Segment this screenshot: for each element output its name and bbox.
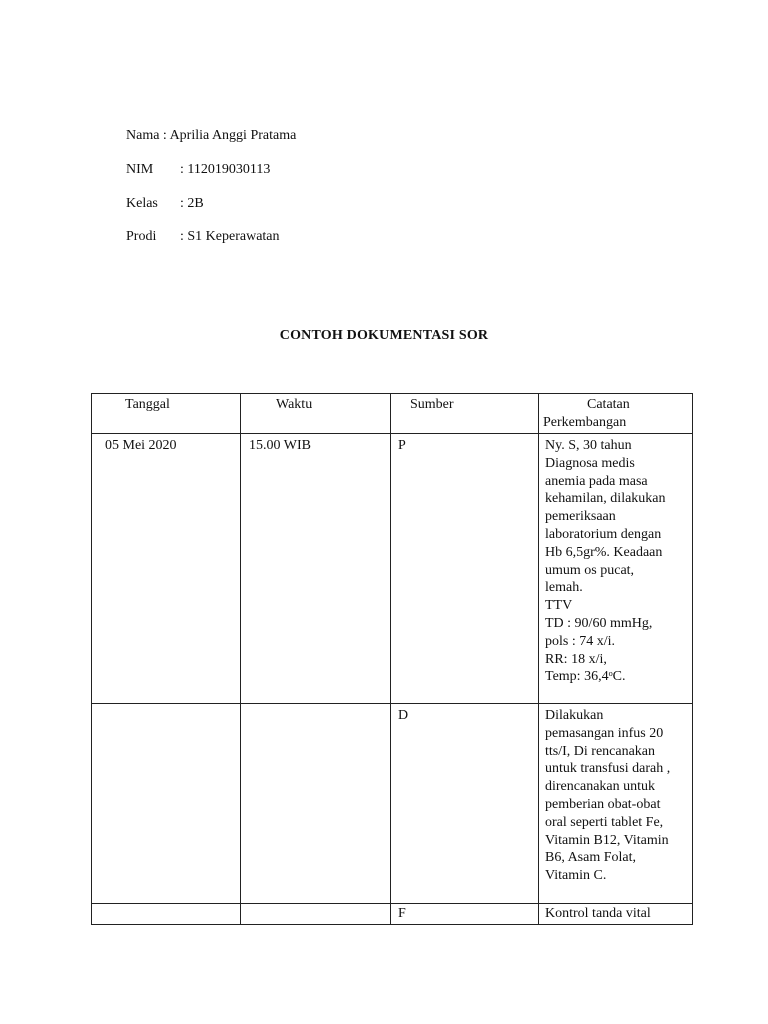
note-line: Hb 6,5gr%. Keadaan bbox=[545, 544, 663, 560]
nim-label: NIM bbox=[126, 162, 154, 177]
note-line: Dilakukan bbox=[545, 708, 604, 723]
note-line: pemasangan infus 20 bbox=[545, 725, 664, 741]
prodi-value: : S1 Keperawatan bbox=[180, 229, 280, 244]
header-catatan bbox=[539, 394, 693, 434]
note-line: kehamilan, dilakukan bbox=[545, 491, 666, 507]
note-line: Diagnosa medis bbox=[545, 455, 635, 471]
cell-catatan bbox=[539, 704, 693, 904]
cell-catatan bbox=[539, 434, 693, 704]
note-line: laboratorium dengan bbox=[545, 526, 662, 542]
sor-table bbox=[91, 393, 693, 925]
note-line: Ny. S, 30 tahun bbox=[545, 438, 632, 453]
nama-line bbox=[126, 127, 296, 145]
nama-value: Aprilia Anggi Pratama bbox=[169, 128, 297, 143]
note-line: tts/I, Di rencanakan bbox=[545, 743, 656, 759]
kelas-value: : 2B bbox=[180, 196, 204, 211]
cell-tanggal bbox=[92, 904, 241, 925]
note-line: anemia pada masa bbox=[545, 473, 648, 489]
note-line: pemberian obat-obat bbox=[545, 796, 661, 812]
note-line: pols : 74 x/i. bbox=[545, 633, 616, 649]
kelas-label: Kelas bbox=[126, 196, 158, 211]
table-row bbox=[92, 904, 693, 925]
table-header-row bbox=[92, 394, 693, 434]
prodi-label: Prodi bbox=[126, 229, 157, 244]
note-line: Vitamin C. bbox=[545, 868, 607, 884]
note-line: TTV bbox=[545, 598, 573, 614]
header-tanggal: Tanggal bbox=[92, 394, 241, 434]
cell-tanggal: 05 Mei 2020 bbox=[92, 434, 241, 704]
header-catatan-line1: Catatan bbox=[587, 397, 630, 412]
cell-sumber: D bbox=[391, 704, 539, 904]
note-line: RR: 18 x/i, bbox=[545, 651, 607, 667]
nim-value: : 112019030113 bbox=[180, 162, 271, 177]
table-row bbox=[92, 704, 693, 904]
nim-line bbox=[126, 161, 271, 179]
note-line: Vitamin B12, Vitamin bbox=[545, 832, 669, 848]
note-line: Kontrol tanda vital bbox=[545, 906, 651, 921]
note-line: oral seperti tablet Fe, bbox=[545, 814, 664, 830]
kelas-line bbox=[126, 195, 204, 213]
note-line: direncanakan untuk bbox=[545, 779, 656, 795]
cell-waktu bbox=[241, 704, 391, 904]
nama-label: Nama : bbox=[126, 128, 167, 143]
cell-waktu bbox=[241, 904, 391, 925]
note-line: Temp: 36,4ᵒC. bbox=[545, 669, 626, 685]
note-line: pemeriksaan bbox=[545, 509, 616, 525]
cell-tanggal bbox=[92, 704, 241, 904]
cell-waktu: 15.00 WIB bbox=[241, 434, 391, 704]
cell-catatan bbox=[539, 904, 693, 925]
note-line: untuk transfusi darah , bbox=[545, 761, 671, 777]
document-title: CONTOH DOKUMENTASI SOR bbox=[279, 328, 489, 343]
note-line: B6, Asam Folat, bbox=[545, 850, 637, 866]
prodi-line bbox=[126, 228, 280, 246]
note-line: lemah. bbox=[545, 580, 583, 596]
table-row bbox=[92, 434, 693, 704]
note-line: TD : 90/60 mmHg, bbox=[545, 615, 653, 631]
header-catatan-line2: Perkembangan bbox=[543, 414, 627, 430]
header-sumber: Sumber bbox=[391, 394, 539, 434]
note-line: umum os pucat, bbox=[545, 562, 635, 578]
cell-sumber: F bbox=[391, 904, 539, 925]
cell-sumber: P bbox=[391, 434, 539, 704]
header-waktu: Waktu bbox=[241, 394, 391, 434]
